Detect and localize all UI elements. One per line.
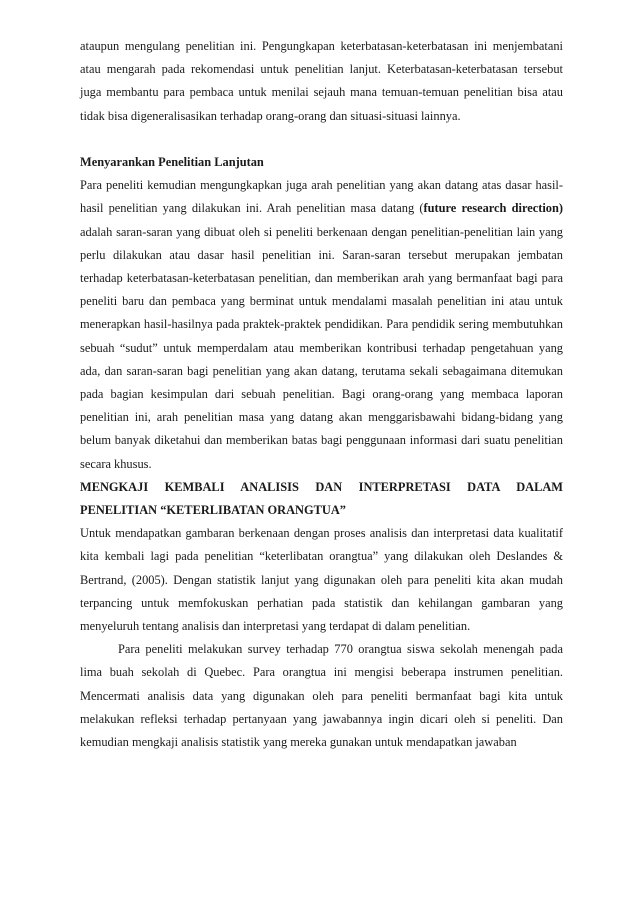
chapter-title	[80, 476, 563, 522]
document-page	[80, 35, 563, 754]
paragraph-limitations: ataupun mengulang penelitian ini. Pengungkapan keterbatasan-keterbatasan ini menjembatani atau mengarah pada rekomendasi untuk penelitian lanjut. Keterbatasan-keterbatasan tersebut juga membantu para pembaca untuk menilai sejauh mana temuan-temuan penelitian bisa atau tidak bisa digeneralisasikan terhadap orang-orang dan situasi-situasi lainnya.	[80, 39, 563, 123]
paragraph-further-research-part2: adalah saran-saran yang dibuat oleh si peneliti berkenaan dengan penelitian-penelitian lain yang perlu dilakukan atau dasar hasil penelitian ini. Saran-saran tersebut merupakan jembatan terhadap keterbatasan-keterbatasan penelitian, dan memberikan arah yang bermanfaat bagi para peneliti baru dan pembaca yang berminat untuk mendalami masalah penelitian ini atau untuk menerapkan hasil-hasilnya pada praktek-praktek pendidikan. Para pendidik sering membutuhkan sebuah “sudut” untuk memperdalam atau memberikan kontribusi terhadap pengetahuan yang ada, dan saran-saran bagi penelitian yang akan datang, terutama sekali sebagaimana ditemukan pada bagian kesimpulan dari sebuah penelitian. Bagi orang-orang yang membaca laporan penelitian ini, arah penelitian masa yang datang akan menggarisbawahi bidang-bidang yang belum banyak diketahui dan memberikan batas bagi penggunaan informasi dari suatu penelitian secara khusus.	[80, 224, 563, 471]
paragraph-further-research-part1: Para peneliti kemudian mengungkapkan juga arah penelitian yang akan datang atas dasar hasil-hasil penelitian yang dilakukan ini. Arah penelitian masa datang (	[80, 178, 563, 216]
term-future-research-direction: future research direction)	[423, 201, 564, 216]
section-title-further-research: Menyarankan Penelitian Lanjutan	[80, 155, 264, 169]
paragraph-further-research	[80, 174, 563, 476]
paragraph-survey: Para peneliti melakukan survey terhadap 770 orangtua siswa sekolah menengah pada lima buah sekolah di Quebec. Para orangtua ini mengisi beberapa instrumen penelitian. Mencermati analisis data yang digunakan oleh para peneliti bermanfaat bagi kita untuk melakukan refleksi terhadap pertanyaan yang jawabannya ingin dicari oleh si peneliti. Dan kemudian mengkaji analisis statistik yang mereka gunakan untuk mendapatkan jawaban	[80, 642, 563, 750]
chapter-title-line1: MENGKAJI KEMBALI ANALISIS DAN INTERPRETASI DATA DALAM	[80, 479, 563, 494]
paragraph-analysis-intro: Untuk mendapatkan gambaran berkenaan dengan proses analisis dan interpretasi data kualitatif kita kembali lagi pada penelitian “keterlibatan orangtua” yang dilakukan oleh Deslandes & Bertrand, (2005). Dengan statistik lanjut yang digunakan oleh para peneliti kita akan mudah terpancing untuk memfokuskan perhatian pada statistik dan kehilangan gambaran yang menyeluruh tentang analisis dan interpretasi yang terdapat di dalam penelitian.	[80, 526, 563, 634]
chapter-title-line2: PENELITIAN “KETERLIBATAN ORANGTUA”	[80, 503, 346, 518]
